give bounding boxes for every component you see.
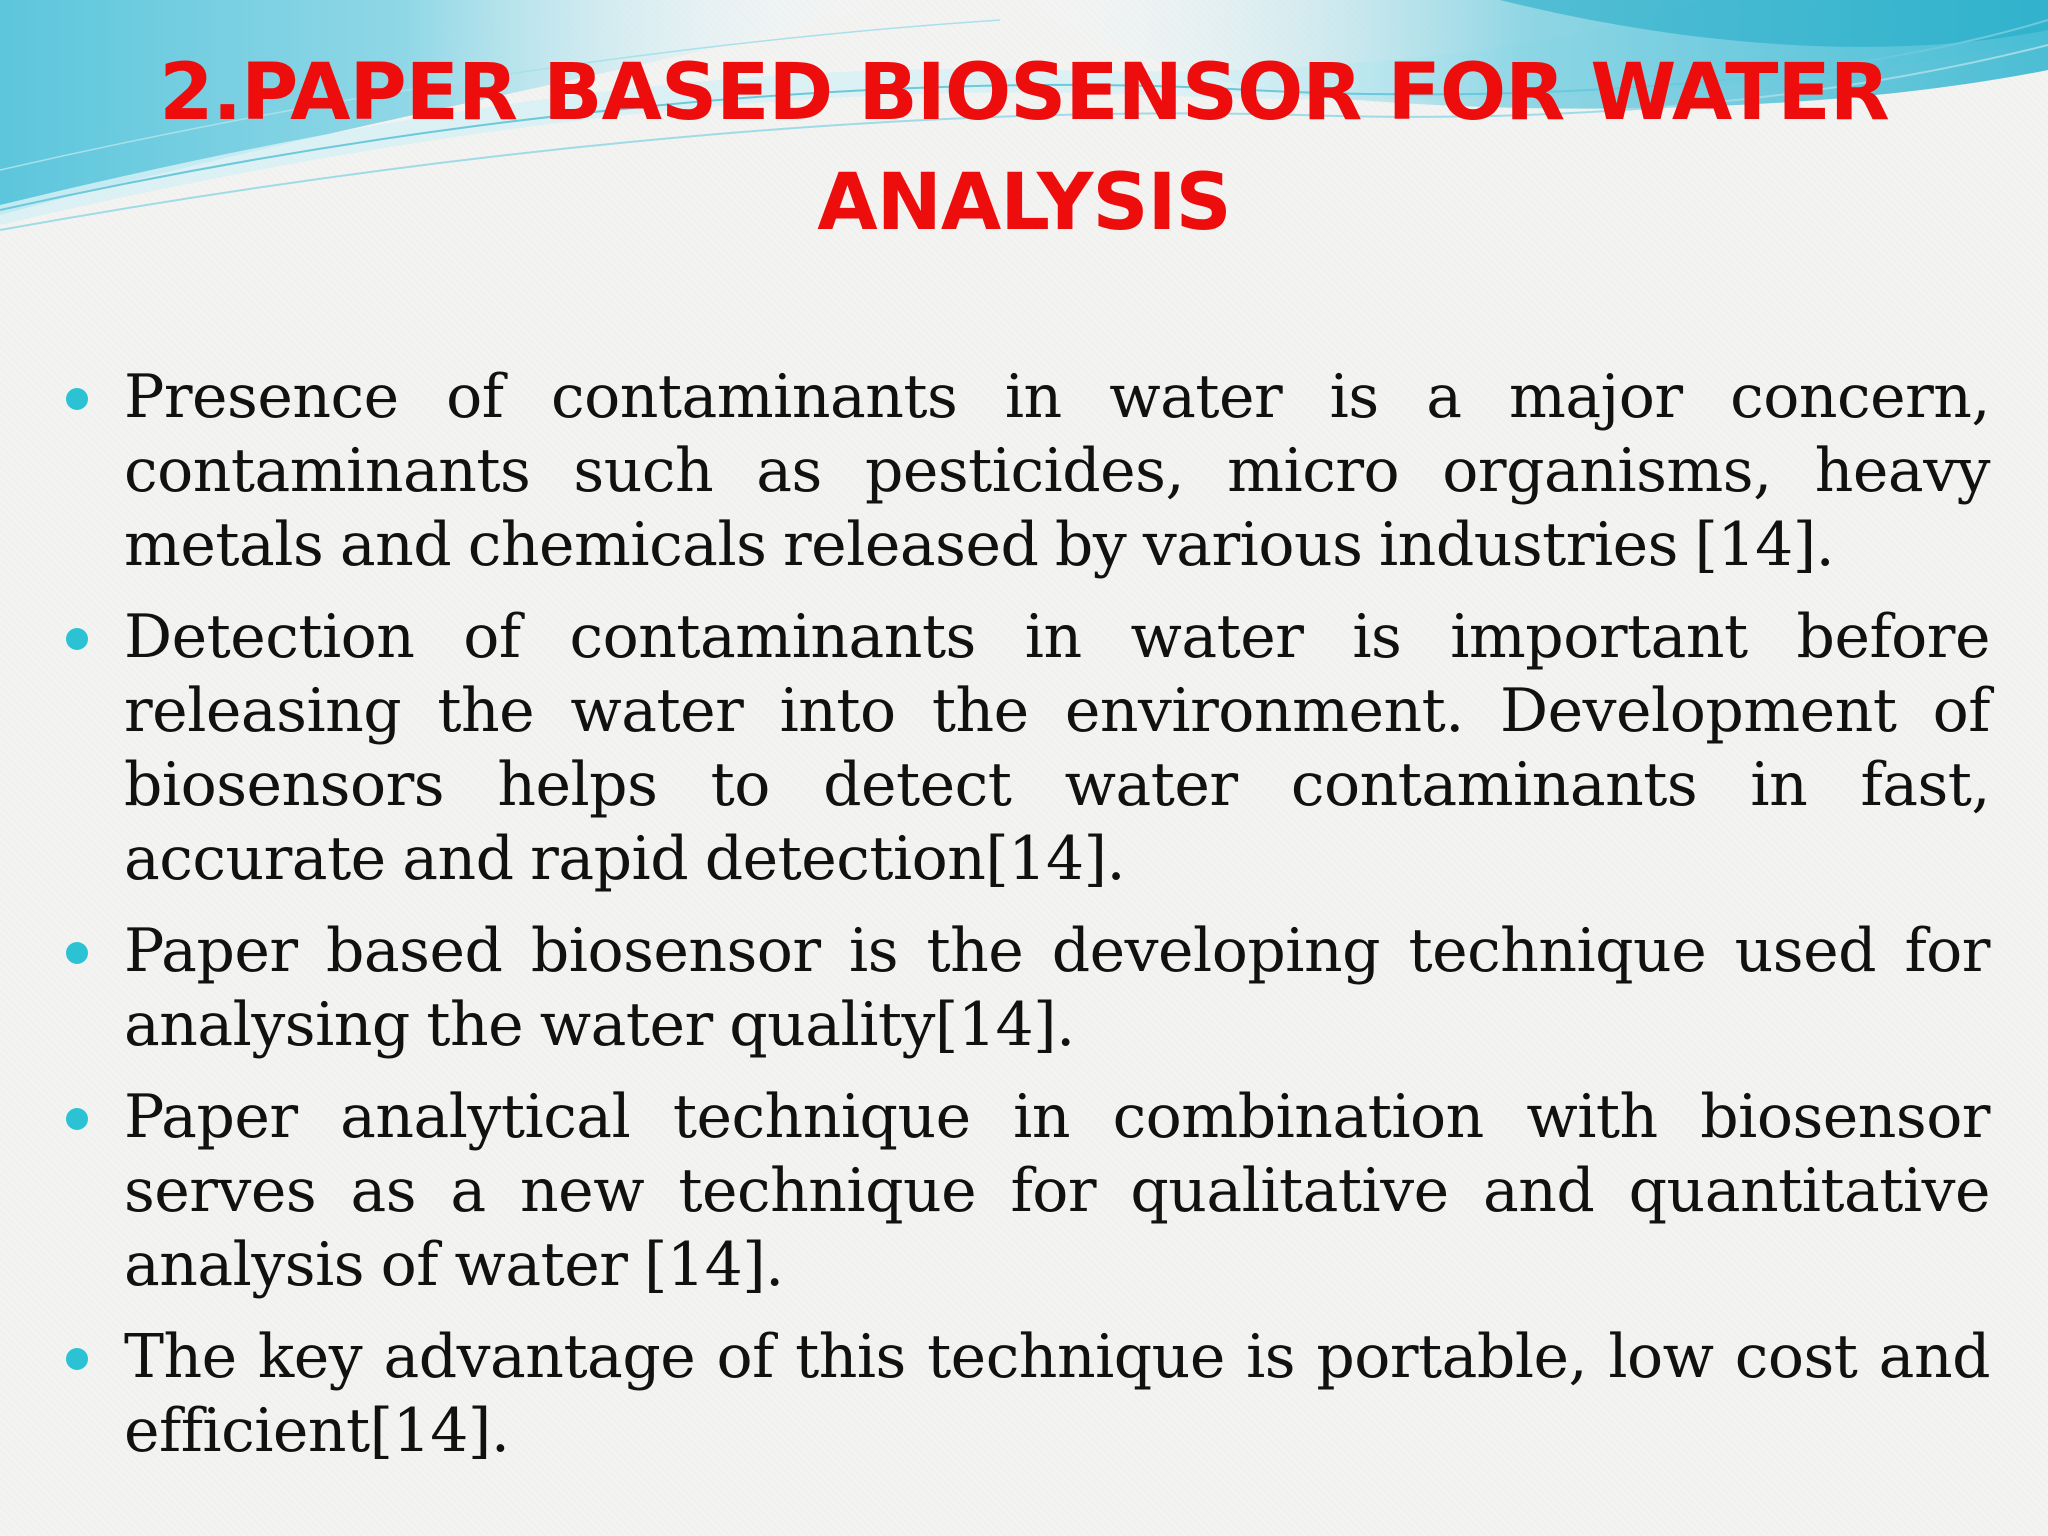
- bullet-item: [60, 1320, 1990, 1468]
- slide-title: 2.PAPER BASED BIOSENSOR FOR WATER ANALYSIS: [159, 48, 1889, 248]
- bullet-dot-icon: [66, 1108, 88, 1130]
- bullet-item: [60, 360, 1990, 582]
- bullet-item: [60, 1080, 1990, 1302]
- bullet-dot-icon: [66, 628, 88, 650]
- bullet-text: Paper based biosensor is the developing technique used for analysing the water quality[14].: [124, 916, 1990, 1060]
- bullet-item: [60, 600, 1990, 896]
- bullet-text: Detection of contaminants in water is important before releasing the water into the environment. Development of biosensors helps to detect water contaminants in fast, accurate and rapid detection[14].: [124, 602, 1990, 894]
- bullet-text: Paper analytical technique in combination with biosensor serves as a new technique for qualitative and quantitative analysis of water [14].: [124, 1082, 1990, 1300]
- bullet-item: [60, 914, 1990, 1062]
- bullet-text: The key advantage of this technique is portable, low cost and efficient[14].: [124, 1322, 1990, 1466]
- bullet-text: Presence of contaminants in water is a major concern, contaminants such as pesticides, micro organisms, heavy metals and chemicals released by various industries [14].: [124, 362, 1990, 580]
- bullet-dot-icon: [66, 1348, 88, 1370]
- bullet-list: [60, 360, 1990, 1486]
- bullet-dot-icon: [66, 388, 88, 410]
- bullet-dot-icon: [66, 942, 88, 964]
